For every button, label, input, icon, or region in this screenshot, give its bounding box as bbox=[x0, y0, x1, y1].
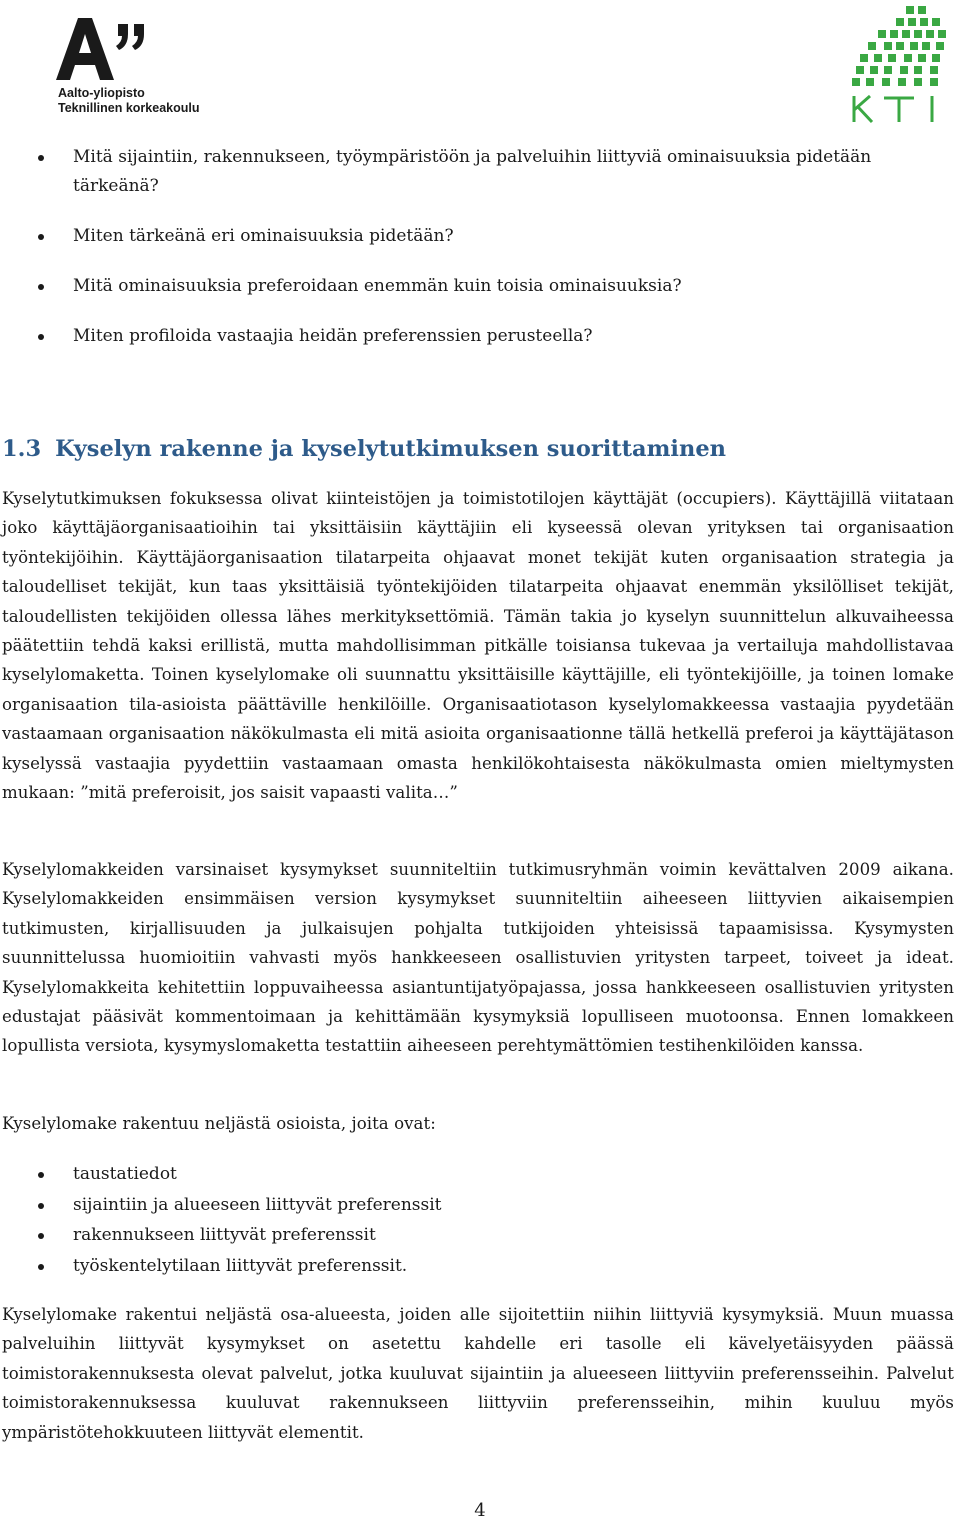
list-item-text: Mitä sijaintiin, rakennukseen, työympäristöön ja palveluihin liittyviä ominaisuuksia pidetään tärkeänä? bbox=[73, 147, 872, 196]
aalto-logo bbox=[56, 16, 216, 116]
body-paragraph: Kyselylomake rakentui neljästä osa-alueesta, joiden alle sijoitettiin niihin liittyviä kysymyksiä. Muun muassa palveluihin liittyvät kysymykset on asetettu kahdelle eri tasolle eli kävelyetäisyyden päässä toimistorakennuksesta olevat palvelut, jotka kuuluvat sijaintiin ja alueeseen liittyviin preferensseihin. Palvelut toimistorakennuksessa kuuluvat rakennukseen liittyviin preferensseihin, mihin kuuluu myös ympäristötehokkuuteen liittyvät elementit. bbox=[2, 1305, 954, 1442]
body-paragraph: Kyselylomakkeiden varsinaiset kysymykset suunniteltiin tutkimusryhmän voimin kevättalven 2009 aikana. Kyselylomakkeiden ensimmäisen version kysymykset suunniteltiin aiheeseen liittyvien aikaisempien tutkimusten, kirjallisuuden ja julkaisujen pohjalta tutkijoiden yhteisissä tapaamisissa. Kysymysten suunnittelussa huomioitiin vahvasti myös hankkeeseen osallistuvien yritysten tarpeet, toiveet ja ideat. Kyselylomakkeita kehitettiin loppuvaiheessa asiantuntijatyöpajassa, jossa hankkeeseen osallistuvien yritysten edustajat pääsivät kommentoimaan ja kehittämään kysymyksiä lopulliseen muotoonsa. Ennen lomakkeen lopullista versiota, kysymyslomaketta testattiin aiheeseen perehtymättömien testihenkilöiden kanssa. bbox=[2, 860, 954, 1056]
aalto-logo-line1: Aalto-yliopisto bbox=[58, 86, 145, 100]
aalto-logo-line2: Teknillinen korkeakoulu bbox=[58, 101, 200, 115]
list-item bbox=[0, 1221, 960, 1251]
list-item bbox=[0, 322, 960, 351]
list-item bbox=[0, 143, 960, 201]
list-item-text: työskentelytilaan liittyvät preferenssit. bbox=[73, 1255, 408, 1276]
bullet-icon bbox=[38, 1172, 44, 1178]
page-number: 4 bbox=[474, 1500, 486, 1521]
list-item bbox=[0, 222, 960, 251]
bullet-icon bbox=[38, 284, 44, 290]
body-paragraph: Kyselylomake rakentuu neljästä osioista, joita ovat: bbox=[2, 1114, 436, 1133]
list-item-text: sijaintiin ja alueeseen liittyvät preferenssit bbox=[73, 1194, 442, 1215]
bullet-icon bbox=[38, 1203, 44, 1209]
kti-logo-icon bbox=[848, 0, 954, 126]
section-list bbox=[0, 1160, 960, 1282]
question-list bbox=[0, 143, 960, 372]
bullet-icon bbox=[38, 334, 44, 340]
aalto-a-logo-icon bbox=[56, 16, 148, 82]
list-item-text: Miten tärkeänä eri ominaisuuksia pidetään? bbox=[73, 226, 454, 246]
bullet-icon bbox=[38, 1233, 44, 1239]
list-item-text: Miten profiloida vastaajia heidän preferenssien perusteella? bbox=[73, 326, 593, 346]
section-title: Kyselyn rakenne ja kyselytutkimuksen suorittaminen bbox=[55, 436, 726, 462]
kti-logo bbox=[848, 0, 954, 126]
list-item-text: rakennukseen liittyvät preferenssit bbox=[73, 1225, 376, 1245]
list-item-text: taustatiedot bbox=[73, 1164, 177, 1184]
list-item bbox=[0, 272, 960, 301]
bullet-icon bbox=[38, 234, 44, 240]
list-item bbox=[0, 1191, 960, 1221]
section-heading bbox=[2, 436, 726, 462]
bullet-icon bbox=[38, 1264, 44, 1270]
list-item bbox=[0, 1160, 960, 1190]
bullet-icon bbox=[38, 155, 44, 161]
list-item-text: Mitä ominaisuuksia preferoidaan enemmän kuin toisia ominaisuuksia? bbox=[73, 276, 682, 296]
list-item bbox=[0, 1252, 960, 1282]
section-number: 1.3 bbox=[2, 436, 42, 462]
body-paragraph: Kyselytutkimuksen fokuksessa olivat kiinteistöjen ja toimistotilojen käyttäjät (occupiers). Käyttäjillä viitataan joko käyttäjäorganisaatioihin tai yksittäisiin käyttäjiin eli kyseessä olevan yrityksen tai organisaation työntekijöihin. Käyttäjäorganisaation tilatarpeita ohjaavat monet tekijät kuten organisaation strategia ja taloudelliset tekijät, kun taas yksittäisiä työntekijöiden tilatarpeita ohjaavat enemmän yksilölliset tekijät, taloudellisten tekijöiden ollessa lähes merkityksettömiä. Tämän takia jo kyselyn suunnittelun alkuvaiheessa päätettiin tehdä kaksi erillistä, mutta mahdollisimman pitkälle toisiansa tukevaa ja vertailuja mahdollistavaa kyselylomaketta. Toinen kyselylomake oli suunnattu yksittäisille käyttäjille, eli työntekijöille, ja toinen lomake organisaation tila-asioista päättäville henkilöille. Organisaatiotason kyselylomakkeessa vastaajia pyydetään vastaamaan organisaation näkökulmasta eli mitä asioita organisaationne tällä hetkellä preferoi ja käyttäjätason kyselyssä vastaajia pyydettiin vastaamaan omasta henkilökohtaisesta näkökulmasta omien mieltymysten mukaan: ”mitä preferoisit, jos saisit vapaasti valita…” bbox=[2, 489, 954, 803]
